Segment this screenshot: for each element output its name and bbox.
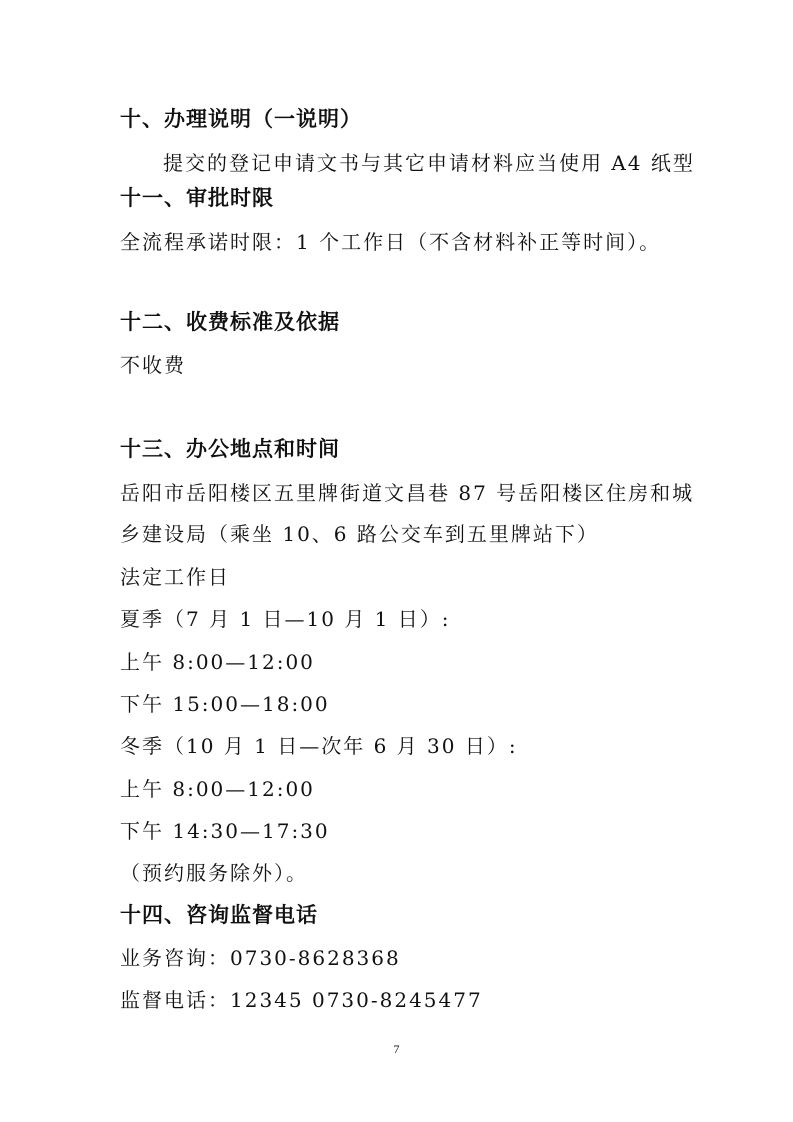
processing-time-text: 全流程承诺时限：1 个工作日（不含材料补正等时间）。 xyxy=(120,230,662,254)
consult-phone: 业务咨询：0730-8628368 xyxy=(120,946,401,970)
page-number: 7 xyxy=(393,1042,400,1056)
paper-size-note: 提交的登记申请文书与其它申请材料应当使用 A4 纸型 xyxy=(163,151,695,175)
section-10-heading: 十、办理说明（一说明） xyxy=(120,107,362,131)
summer-season: 夏季（7 月 1 日—10 月 1 日）: xyxy=(120,607,451,631)
supervision-phone: 监督电话：12345 0730-8245477 xyxy=(120,988,483,1012)
appointment-note: （预约服务除外）。 xyxy=(120,861,308,885)
summer-morning: 上午 8:00—12:00 xyxy=(120,650,315,674)
winter-morning: 上午 8:00—12:00 xyxy=(120,777,315,801)
summer-afternoon: 下午 15:00—18:00 xyxy=(120,692,330,716)
section-14-heading: 十四、咨询监督电话 xyxy=(120,903,318,927)
winter-season: 冬季（10 月 1 日—次年 6 月 30 日）: xyxy=(120,734,518,758)
fee-text: 不收费 xyxy=(120,353,186,377)
address-line-1: 岳阳市岳阳楼区五里牌街道文昌巷 87 号岳阳楼区住房和城 xyxy=(120,481,695,505)
section-11-heading: 十一、审批时限 xyxy=(120,186,274,210)
winter-afternoon: 下午 14:30—17:30 xyxy=(120,819,330,843)
section-12-heading: 十二、收费标准及依据 xyxy=(120,310,340,334)
workday-label: 法定工作日 xyxy=(120,565,230,589)
address-line-2: 乡建设局（乘坐 10、6 路公交车到五里牌站下） xyxy=(120,522,599,546)
section-13-heading: 十三、办公地点和时间 xyxy=(120,437,340,461)
